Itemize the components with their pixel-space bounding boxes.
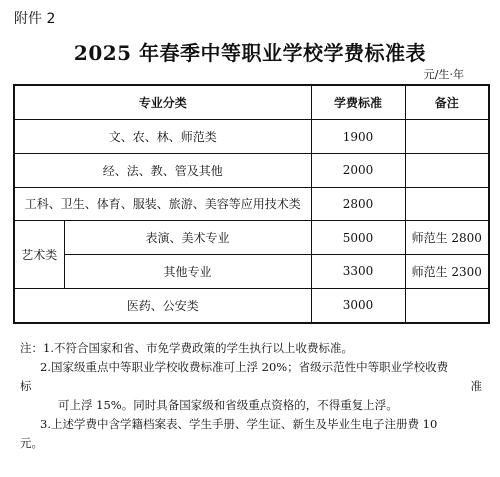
table-row: [14, 187, 489, 221]
table-row: [14, 288, 489, 323]
header-note: 备注: [405, 85, 489, 120]
note-3-tail: 元。: [20, 436, 43, 450]
row-note: 师范生 2800: [405, 221, 489, 255]
fee-table: [13, 84, 490, 324]
row-category: 文、农、林、师范类: [14, 120, 311, 154]
row-category: 表演、美术专业: [64, 221, 311, 255]
note-2-char-right: 准: [470, 379, 482, 393]
row-note: [405, 288, 489, 323]
table-row: [14, 221, 489, 255]
row-note: [405, 120, 489, 154]
unit-label: 元/生·年: [423, 68, 464, 81]
note-2: 2.国家级重点中等职业学校收费标准可上浮 20%；省级示范性中等职业学校收费: [40, 360, 449, 374]
attachment-label: 附件 2: [14, 11, 56, 27]
note-2-continued: [20, 377, 482, 396]
row-fee: 3000: [311, 288, 405, 323]
row-fee: 1900: [311, 120, 405, 154]
note-2-char-left: 标: [20, 379, 32, 393]
page-title: 2025 年春季中等职业学校学费标准表: [73, 41, 427, 65]
table-row: [14, 120, 489, 154]
table-row: [14, 153, 489, 187]
row-category: 工科、卫生、体育、服装、旅游、美容等应用技术类: [14, 187, 311, 221]
row-fee: 2000: [311, 153, 405, 187]
art-group-label: 艺术类: [14, 221, 64, 288]
note-1: 注：1.不符合国家和省、市免学费政策的学生执行以上收费标准。: [20, 341, 353, 355]
row-fee: 3300: [311, 255, 405, 289]
row-fee: 2800: [311, 187, 405, 221]
notes-section: [20, 339, 482, 453]
row-category: 医药、公安类: [14, 288, 311, 323]
row-note: [405, 153, 489, 187]
note-2-tail: 可上浮 15%。同时具备国家级和省级重点资格的，不得重复上浮。: [58, 398, 398, 412]
row-category: 经、法、教、管及其他: [14, 153, 311, 187]
row-category: 其他专业: [64, 255, 311, 289]
table-row: [14, 255, 489, 289]
header-category: 专业分类: [14, 85, 311, 120]
header-fee: 学费标准: [311, 85, 405, 120]
row-note: [405, 187, 489, 221]
row-fee: 5000: [311, 221, 405, 255]
table-header-row: [14, 85, 489, 120]
row-note: 师范生 2300: [405, 255, 489, 289]
note-3: 3.上述学费中含学籍档案表、学生手册、学生证、新生及毕业生电子注册费 10: [40, 417, 438, 431]
